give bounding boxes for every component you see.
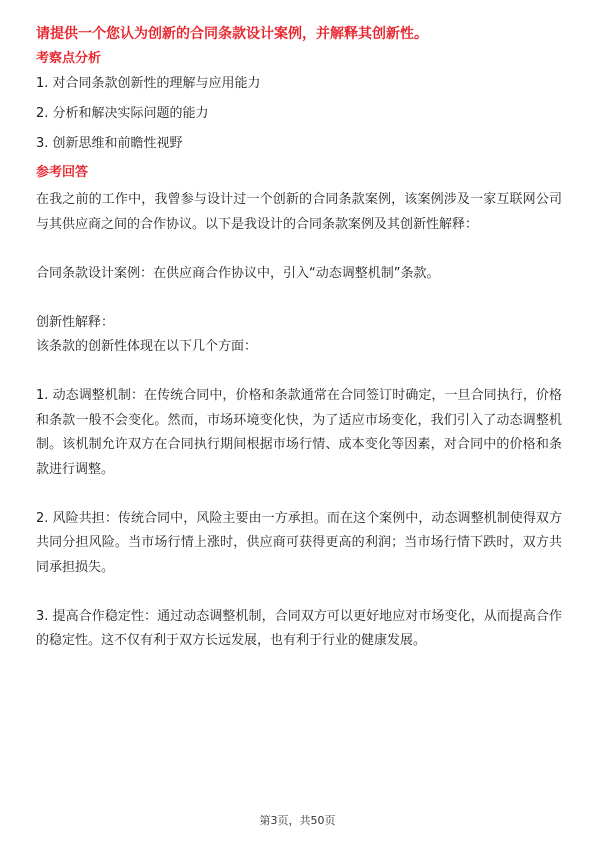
- answer-heading: 参考回答: [36, 165, 89, 180]
- analysis-point: 3. 创新思维和前瞻性视野: [36, 136, 183, 151]
- analysis-heading: 考察点分析: [36, 51, 102, 66]
- explain-intro: 该条款的创新性体现在以下几个方面：: [36, 339, 258, 354]
- document-page: [36, 24, 562, 654]
- innovation-item: 2. 风险共担：传统合同中，风险主要由一方承担。而在这个案例中，动态调整机制使得双方共同分担风险。当市场行情上涨时，供应商可获得更高的利润；当市场行情下跌时，双方共同承担损失。: [36, 510, 562, 575]
- answer-intro: 在我之前的工作中，我曾参与设计过一个创新的合同条款案例，该案例涉及一家互联网公司与其供应商之间的合作协议。以下是我设计的合同条款案例及其创新性解释：: [36, 192, 562, 232]
- innovation-item: 1. 动态调整机制：在传统合同中，价格和条款通常在合同签订时确定，一旦合同执行，价格和条款一般不会变化。然而，市场环境变化快，为了适应市场变化，我们引入了动态调整机制。该机制允许双方在合同执行期间根据市场行情、成本变化等因素，对合同中的价格和条款进行调整。: [36, 388, 562, 477]
- analysis-points: [36, 74, 562, 154]
- innovation-item: 3. 提高合作稳定性：通过动态调整机制，合同双方可以更好地应对市场变化，从而提高合作的稳定性。这不仅有利于双方长远发展，也有利于行业的健康发展。: [36, 608, 562, 648]
- analysis-point: 2. 分析和解决实际问题的能力: [36, 106, 209, 121]
- analysis-point: 1. 对合同条款创新性的理解与应用能力: [36, 76, 261, 91]
- question-title: 请提供一个您认为创新的合同条款设计案例，并解释其创新性。: [36, 26, 428, 42]
- explain-title: 创新性解释：: [36, 314, 115, 330]
- case-statement: 合同条款设计案例：在供应商合作协议中，引入“动态调整机制”条款。: [36, 265, 440, 281]
- page-number: 第3页，共50页: [259, 814, 336, 827]
